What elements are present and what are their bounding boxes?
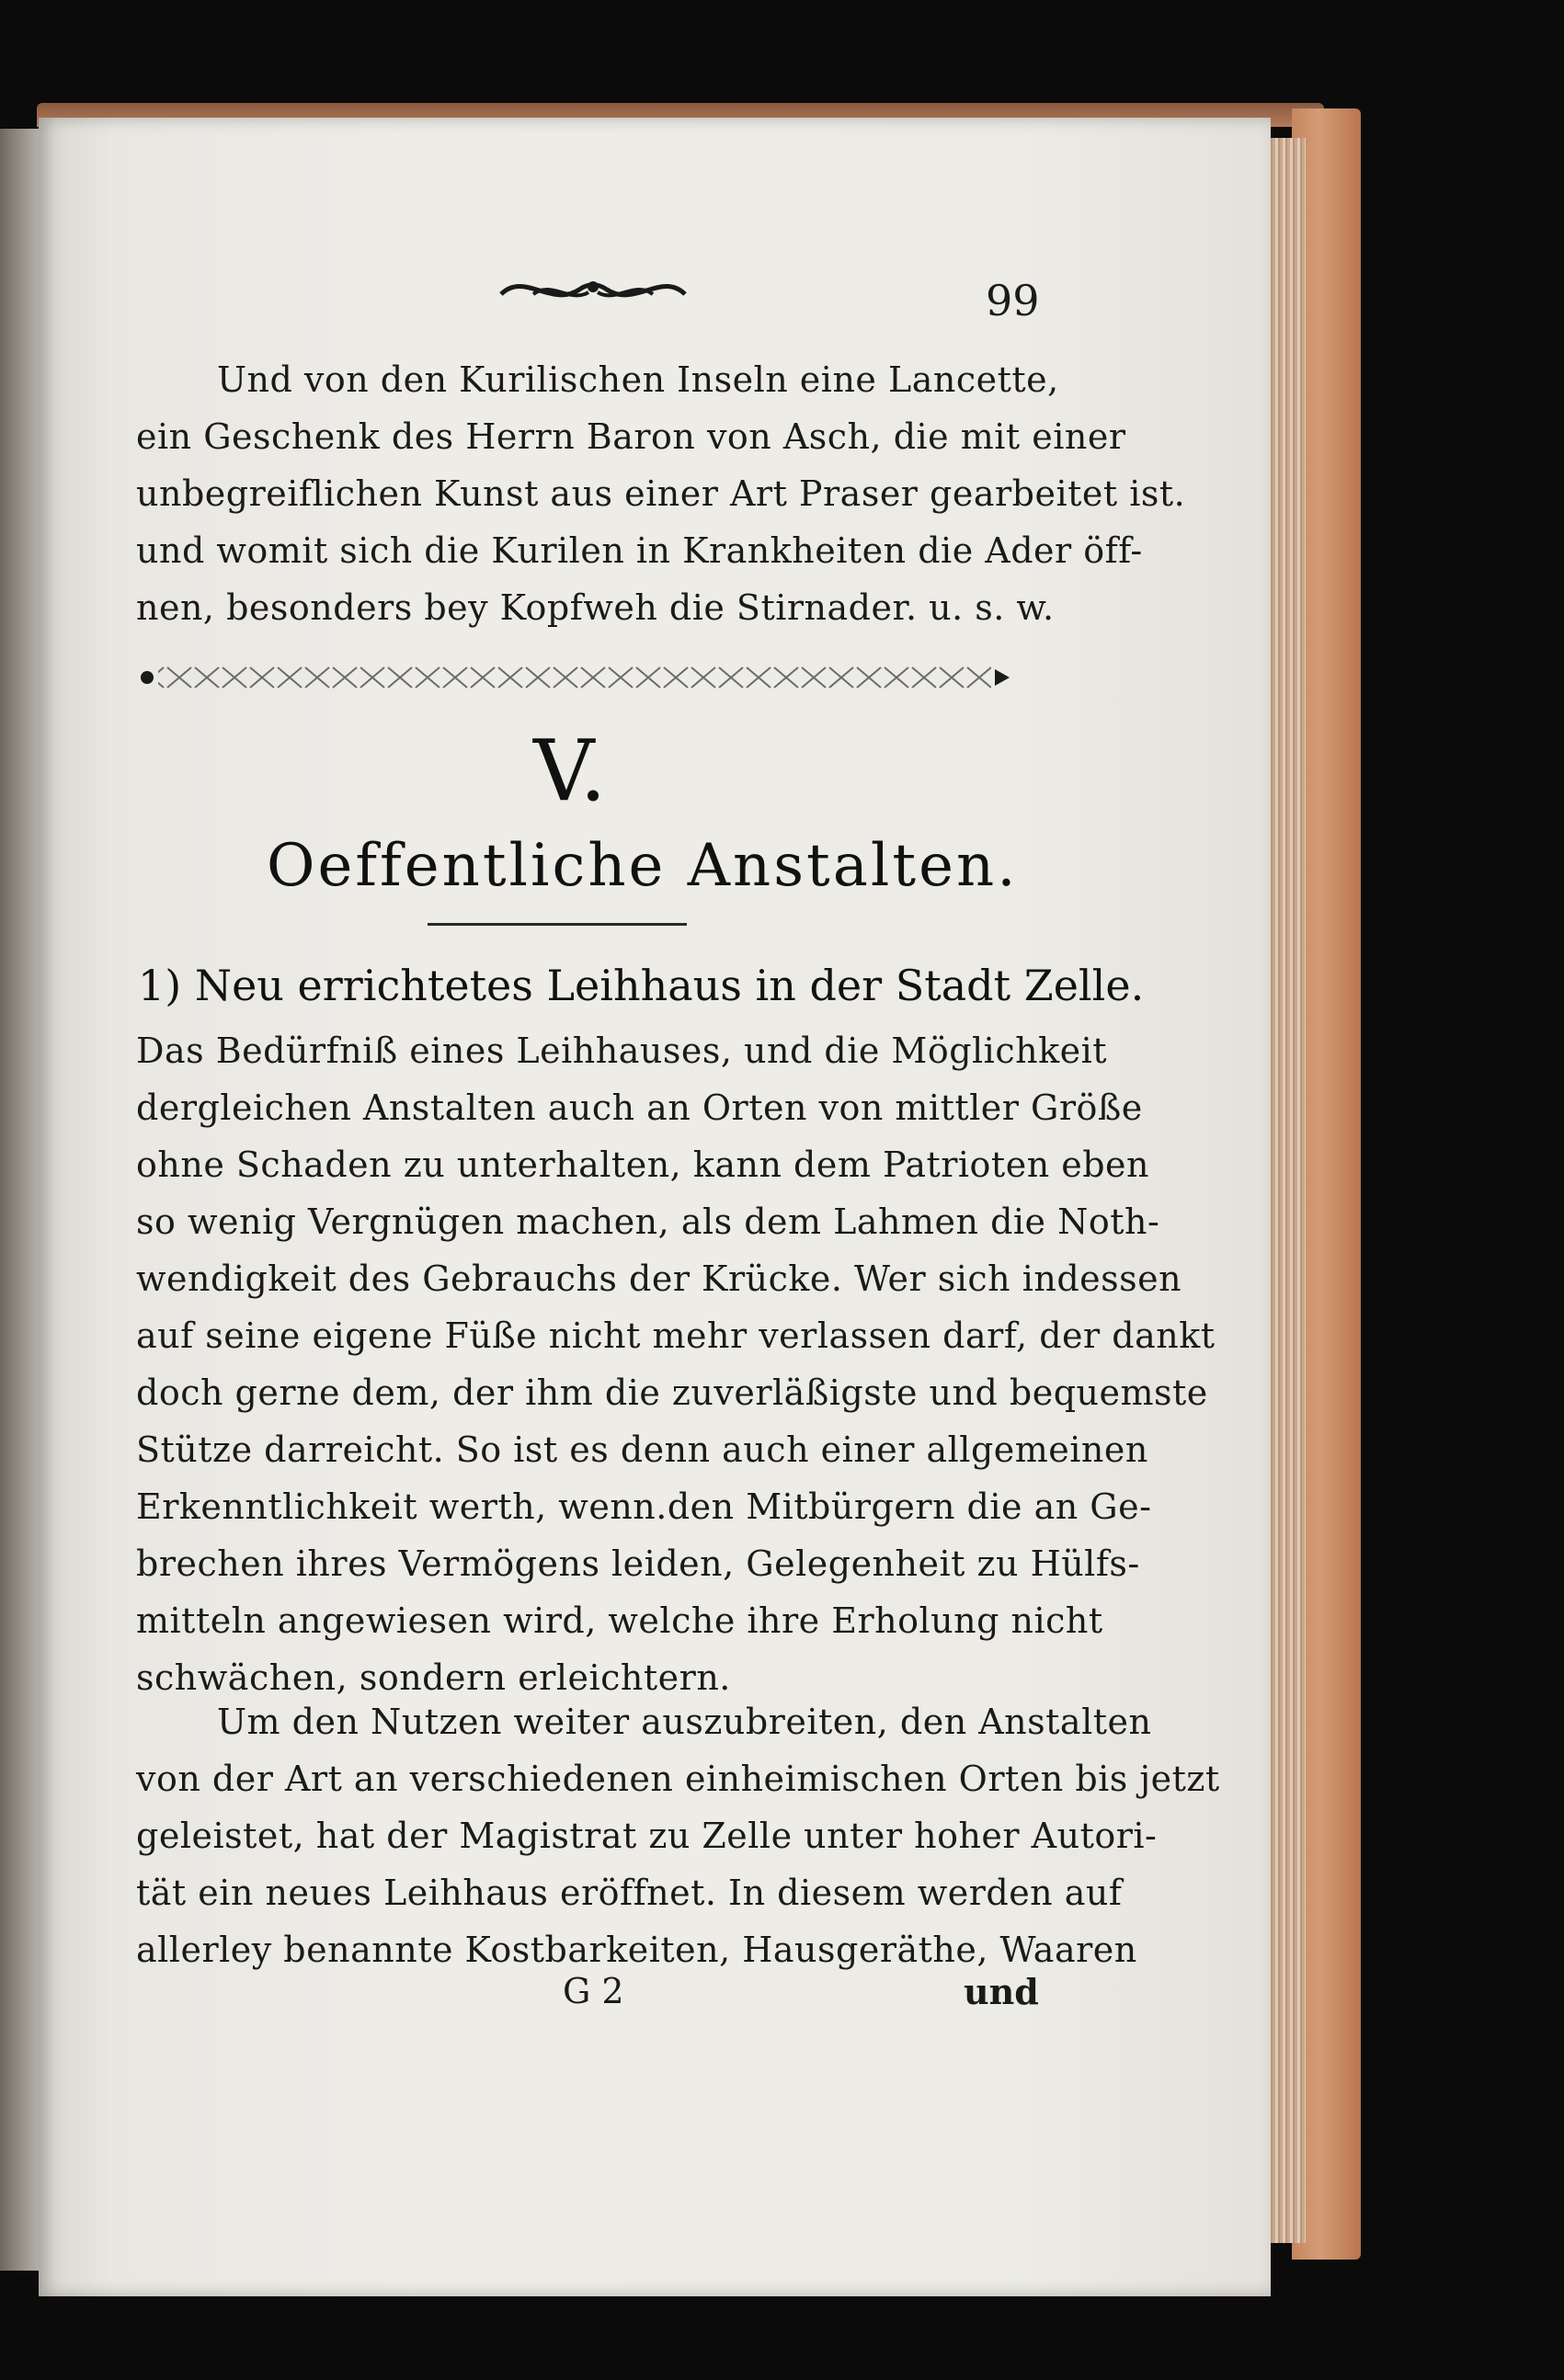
text-line: brechen ihres Vermögens leiden, Gelegenheit zu Hülfs- xyxy=(136,1543,1140,1584)
page-number: 99 xyxy=(986,276,1040,325)
subsection-title: 1) Neu errichtetes Leihhaus in der Stadt Zelle. xyxy=(138,961,1145,1010)
text-line: ohne Schaden zu unterhalten, kann dem Patrioten eben xyxy=(136,1144,1150,1185)
text-line: unbegreiflichen Kunst aus einer Art Praser gearbeitet ist. xyxy=(136,473,1186,514)
text-line: Erkenntlichkeit werth, wenn.den Mitbürgern die an Ge- xyxy=(136,1486,1152,1527)
text-line: dergleichen Anstalten auch an Orten von mittler Größe xyxy=(136,1088,1143,1128)
title-rule xyxy=(428,923,687,926)
text-line: so wenig Vergnügen machen, als dem Lahmen die Noth- xyxy=(136,1201,1160,1242)
text-line: und womit sich die Kurilen in Krankheiten die Ader öff- xyxy=(136,530,1143,571)
header-ornament xyxy=(497,267,690,313)
section-title: Oeffentliche Anstalten. xyxy=(267,832,1019,900)
text-line: geleistet, hat der Magistrat zu Zelle unter hoher Autori- xyxy=(136,1816,1158,1856)
text-line: Das Bedürfniß eines Leihhauses, und die Möglichkeit xyxy=(136,1031,1108,1071)
text-line: von der Art an verschiedenen einheimischen Orten bis jetzt xyxy=(136,1759,1220,1799)
signature-mark: G 2 xyxy=(563,1971,624,2011)
catchword: und xyxy=(964,1971,1039,2012)
text-line: doch gerne dem, der ihm die zuverläßigste und bequemste xyxy=(136,1372,1208,1413)
text-line: nen, besonders bey Kopfweh die Stirnader. u. s. w. xyxy=(136,587,1055,628)
text-line: ein Geschenk des Herrn Baron von Asch, die mit einer xyxy=(136,416,1126,457)
text-line: allerley benannte Kostbarkeiten, Hausgeräthe, Waaren xyxy=(136,1930,1137,1970)
text-line: Um den Nutzen weiter auszubreiten, den Anstalten xyxy=(217,1702,1152,1742)
text-line: wendigkeit des Gebrauchs der Krücke. Wer sich indessen xyxy=(136,1258,1182,1299)
paragraph-2 xyxy=(136,1693,1220,1978)
top-paragraph xyxy=(136,351,1186,636)
paragraph-1 xyxy=(136,1022,1216,1706)
text-line: tät ein neues Leihhaus eröffnet. In diesem werden auf xyxy=(136,1873,1123,1913)
section-number: V. xyxy=(533,722,607,820)
divider-ornament xyxy=(138,664,1011,691)
text-line: auf seine eigene Füße nicht mehr verlassen darf, der dankt xyxy=(136,1315,1216,1356)
text-line: schwächen, sondern erleichtern. xyxy=(136,1657,731,1698)
text-line: Stütze darreicht. So ist es denn auch einer allgemeinen xyxy=(136,1429,1148,1470)
text-line: Und von den Kurilischen Inseln eine Lancette, xyxy=(217,359,1059,400)
text-line: mitteln angewiesen wird, welche ihre Erholung nicht xyxy=(136,1600,1103,1641)
